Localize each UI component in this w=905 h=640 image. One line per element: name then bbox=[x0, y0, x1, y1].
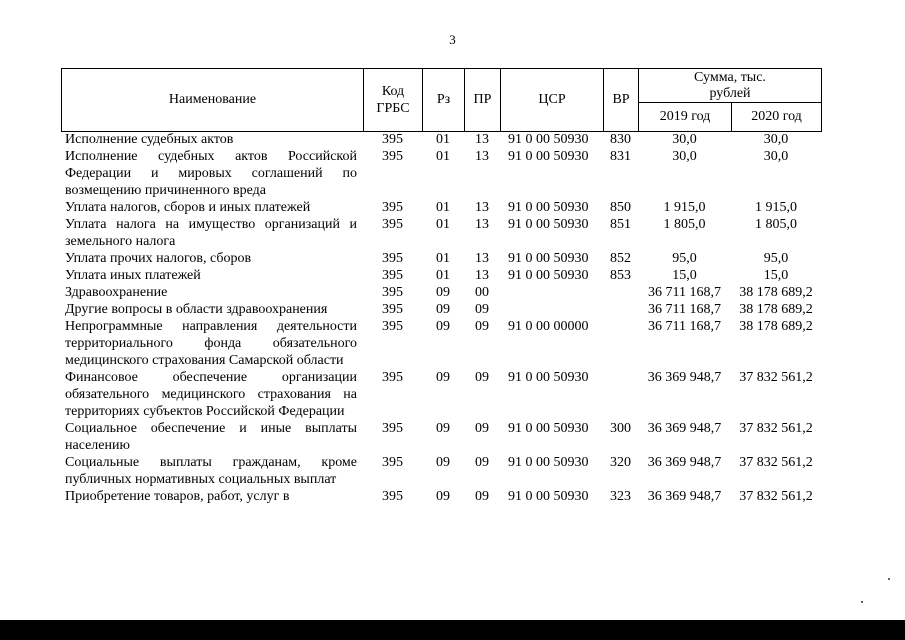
cell-csr: 91 0 00 50930 bbox=[508, 217, 589, 232]
cell-name: Приобретение товаров, работ, услуг в bbox=[65, 489, 290, 504]
table-row bbox=[61, 284, 821, 301]
cell-code: 395 bbox=[382, 455, 403, 470]
cell-y2: 1 915,0 bbox=[755, 200, 797, 215]
scan-speck bbox=[861, 601, 863, 603]
header-rz: Рз bbox=[423, 69, 465, 132]
page-number: 3 bbox=[449, 32, 456, 47]
header-year-2019: 2019 год bbox=[639, 103, 732, 132]
cell-code: 395 bbox=[382, 268, 403, 283]
cell-code: 395 bbox=[382, 370, 403, 385]
scan-speck bbox=[888, 578, 890, 580]
cell-pr: 13 bbox=[475, 251, 489, 266]
header-sum-text: Сумма, тыс. рублей bbox=[694, 69, 766, 101]
cell-vr: 831 bbox=[610, 149, 631, 164]
table-row bbox=[61, 148, 821, 199]
cell-rz: 09 bbox=[436, 370, 450, 385]
table-row bbox=[61, 369, 821, 420]
cell-vr bbox=[603, 318, 638, 369]
cell-rz: 09 bbox=[436, 455, 450, 470]
cell-csr: 91 0 00 00000 bbox=[508, 319, 589, 334]
cell-y2: 37 832 561,2 bbox=[739, 489, 813, 504]
cell-code: 395 bbox=[382, 319, 403, 334]
cell-y2: 30,0 bbox=[763, 149, 789, 164]
cell-rz: 01 bbox=[436, 217, 450, 232]
cell-csr: 91 0 00 50930 bbox=[508, 268, 589, 283]
cell-rz: 01 bbox=[436, 251, 450, 266]
cell-y1: 36 711 168,7 bbox=[648, 319, 721, 334]
table-row bbox=[61, 454, 821, 488]
cell-vr: 300 bbox=[610, 421, 631, 436]
cell-vr bbox=[603, 284, 638, 301]
cell-rz: 09 bbox=[436, 421, 450, 436]
cell-vr: 852 bbox=[610, 251, 631, 266]
cell-csr: 91 0 00 50930 bbox=[508, 489, 589, 504]
cell-code: 395 bbox=[382, 251, 403, 266]
cell-vr bbox=[603, 301, 638, 318]
cell-csr: 91 0 00 50930 bbox=[508, 132, 589, 147]
table-row bbox=[61, 420, 821, 454]
scan-edge-bar bbox=[0, 620, 905, 640]
cell-y1: 36 711 168,7 bbox=[648, 285, 721, 300]
cell-csr bbox=[500, 301, 603, 318]
cell-y2: 37 832 561,2 bbox=[739, 421, 813, 436]
cell-vr: 851 bbox=[610, 217, 631, 232]
cell-name: Финансовое обеспечение организации обязательного медицинского страхования на территориях субъектов Российской Федерации bbox=[65, 370, 357, 419]
cell-y1: 36 369 948,7 bbox=[647, 370, 722, 385]
cell-pr: 09 bbox=[475, 455, 489, 470]
cell-csr: 91 0 00 50930 bbox=[508, 455, 589, 470]
cell-code: 395 bbox=[382, 285, 403, 300]
cell-name: Социальное обеспечение и иные выплаты населению bbox=[65, 421, 357, 453]
cell-pr: 09 bbox=[475, 302, 489, 317]
cell-rz: 09 bbox=[436, 302, 450, 317]
cell-y2: 37 832 561,2 bbox=[739, 370, 813, 385]
table-row bbox=[61, 216, 821, 250]
cell-rz: 09 bbox=[436, 489, 450, 504]
cell-vr: 850 bbox=[610, 200, 631, 215]
cell-pr: 09 bbox=[475, 489, 489, 504]
cell-pr: 09 bbox=[475, 421, 489, 436]
cell-y2: 38 178 689,2 bbox=[739, 302, 813, 317]
cell-name: Уплата прочих налогов, сборов bbox=[65, 251, 252, 266]
cell-pr: 13 bbox=[475, 132, 489, 147]
cell-rz: 09 bbox=[436, 285, 450, 300]
cell-rz: 09 bbox=[436, 319, 450, 334]
cell-y1: 30,0 bbox=[672, 149, 697, 164]
cell-pr: 09 bbox=[475, 370, 489, 385]
cell-y1: 95,0 bbox=[672, 251, 697, 266]
cell-pr: 13 bbox=[475, 268, 489, 283]
cell-y2: 1 805,0 bbox=[755, 217, 797, 232]
cell-y1: 36 369 948,7 bbox=[647, 421, 722, 436]
cell-name: Непрограммные направления деятельности территориального фонда обязательного медицинского страхования Самарской области bbox=[65, 319, 357, 368]
table-row bbox=[61, 318, 821, 369]
cell-name: Уплата налога на имущество организаций и земельного налога bbox=[65, 217, 357, 249]
cell-name: Социальные выплаты гражданам, кроме публичных нормативных социальных выплат bbox=[65, 455, 357, 487]
cell-y1: 36 369 948,7 bbox=[647, 489, 722, 504]
cell-code: 395 bbox=[382, 421, 403, 436]
cell-vr bbox=[603, 369, 638, 420]
cell-code: 395 bbox=[382, 302, 403, 317]
cell-code: 395 bbox=[382, 200, 403, 215]
header-csr: ЦСР bbox=[501, 69, 604, 132]
header-code-text: Код ГРБС bbox=[376, 84, 410, 116]
cell-pr: 00 bbox=[475, 285, 489, 300]
table-row bbox=[61, 267, 821, 284]
table-row bbox=[61, 199, 821, 216]
cell-name: Исполнение судебных актов bbox=[65, 132, 234, 147]
cell-y1: 30,0 bbox=[672, 132, 697, 147]
header-sum bbox=[639, 69, 822, 103]
cell-y2: 38 178 689,2 bbox=[739, 319, 813, 334]
cell-vr: 830 bbox=[610, 132, 631, 147]
cell-csr bbox=[500, 284, 603, 301]
cell-name: Здравоохранение bbox=[65, 285, 168, 300]
cell-y2: 38 178 689,2 bbox=[739, 285, 813, 300]
header-vr: ВР bbox=[604, 69, 639, 132]
cell-y1: 1 805,0 bbox=[663, 217, 706, 232]
cell-rz: 01 bbox=[436, 132, 450, 147]
header-year-2020: 2020 год bbox=[732, 103, 822, 132]
table-row bbox=[61, 301, 821, 318]
cell-csr: 91 0 00 50930 bbox=[508, 421, 589, 436]
cell-name: Уплата иных платежей bbox=[65, 268, 201, 283]
cell-vr: 323 bbox=[610, 489, 631, 504]
cell-pr: 09 bbox=[475, 319, 489, 334]
cell-y2: 15,0 bbox=[763, 268, 789, 283]
cell-name: Исполнение судебных актов Российской Федерации и мировых соглашений по возмещению причиненного вреда bbox=[65, 149, 357, 198]
cell-rz: 01 bbox=[436, 200, 450, 215]
cell-y1: 36 711 168,7 bbox=[648, 302, 721, 317]
cell-code: 395 bbox=[382, 149, 403, 164]
cell-name: Уплата налогов, сборов и иных платежей bbox=[65, 200, 311, 215]
cell-vr: 853 bbox=[610, 268, 631, 283]
header-code bbox=[364, 69, 423, 132]
cell-rz: 01 bbox=[436, 149, 450, 164]
cell-code: 395 bbox=[382, 489, 403, 504]
cell-y2: 95,0 bbox=[763, 251, 789, 266]
cell-rz: 01 bbox=[436, 268, 450, 283]
cell-csr: 91 0 00 50930 bbox=[508, 251, 589, 266]
header-pr: ПР bbox=[465, 69, 501, 132]
cell-code: 395 bbox=[382, 132, 403, 147]
cell-pr: 13 bbox=[475, 217, 489, 232]
cell-y1: 36 369 948,7 bbox=[647, 455, 722, 470]
cell-y2: 37 832 561,2 bbox=[739, 455, 813, 470]
table-row bbox=[61, 250, 821, 267]
cell-csr: 91 0 00 50930 bbox=[508, 370, 589, 385]
cell-y1: 1 915,0 bbox=[663, 200, 706, 215]
cell-code: 395 bbox=[382, 217, 403, 232]
table-row bbox=[61, 488, 821, 505]
table-header bbox=[61, 68, 822, 132]
cell-vr: 320 bbox=[610, 455, 631, 470]
cell-name: Другие вопросы в области здравоохранения bbox=[65, 302, 328, 317]
cell-y2: 30,0 bbox=[763, 132, 789, 147]
data-table bbox=[61, 131, 821, 505]
table-row bbox=[61, 131, 821, 148]
cell-csr: 91 0 00 50930 bbox=[508, 200, 589, 215]
cell-pr: 13 bbox=[475, 149, 489, 164]
header-name: Наименование bbox=[62, 69, 364, 132]
cell-y1: 15,0 bbox=[672, 268, 697, 283]
cell-pr: 13 bbox=[475, 200, 489, 215]
cell-csr: 91 0 00 50930 bbox=[508, 149, 589, 164]
